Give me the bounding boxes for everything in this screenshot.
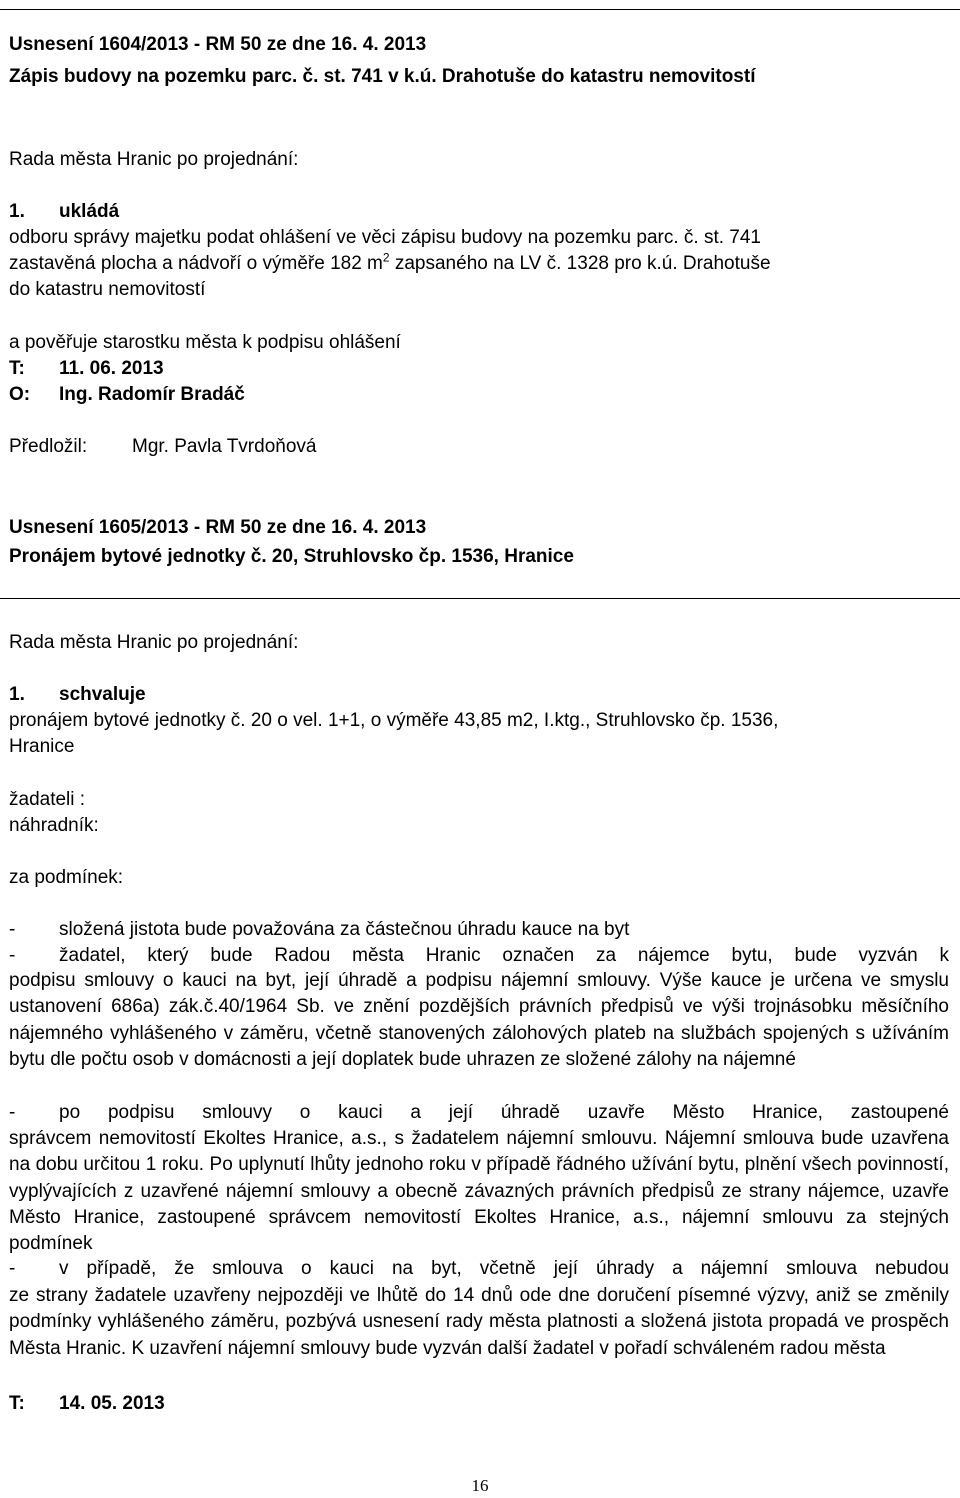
resolution-1-item-line-2 <box>9 252 771 276</box>
resolution-1-title: Usnesení 1604/2013 - RM 50 ze dne 16. 4. 2013 <box>9 34 427 55</box>
resolution-2-intro: Rada města Hranic po projednání: <box>9 632 299 653</box>
resolution-1-term-value: 11. 06. 2013 <box>59 358 164 379</box>
condition-4-text: ze strany žadatele uzavřeny nejpozději ve lhůtě do 14 dnů ode dne doručení písemné výzvy, aniž se změnily podmínky vyhlášeného záměru, pozbývá usnesení rady města platnosti a složená jistota propadá ve prospěch Města Hranic. K uzavření nájemní smlouvy bude vyzván další žadatel v pořadí schváleném radou města <box>9 1285 949 1359</box>
condition-2-text: podpisu smlouvy o kauci na byt, její úhradě a podpisu nájemní smlouvy. Výše kauce je určena ve smyslu ustanovení 686a) zák.č.40/1964 Sb. ve znění pozdějších právních předpisů ve výši trojnásobku měsíčního nájemného vyhlášeného v záměru, včetně stanovených zálohových plateb na službách spojených s užíváním bytu dle počtu osob v domácnosti a její doplatek bude uhrazen ze složené zálohy na nájemné <box>9 970 949 1070</box>
page-number: 16 <box>471 1476 489 1495</box>
area-text-rest: zapsaného na LV č. 1328 pro k.ú. Drahotuše <box>389 253 771 274</box>
resolution-2-term-value: 14. 05. 2013 <box>59 1393 165 1414</box>
resolution-1-submitted-label: Předložil: <box>9 436 88 457</box>
resolution-2-title: Usnesení 1605/2013 - RM 50 ze dne 16. 4. 2013 <box>9 517 427 538</box>
resolution-1-item-number: 1. <box>9 201 25 222</box>
condition-4-dash: - <box>9 1258 16 1279</box>
conditions-label: za podmínek: <box>9 867 124 888</box>
condition-4-first-line: v případě, že smlouva o kauci na byt, včetně její úhrady a nájemní smlouva nebudou <box>59 1258 949 1279</box>
resolution-1-term-label: T: <box>9 358 25 379</box>
resolution-2-item-number: 1. <box>9 684 25 705</box>
resolution-2-item-line-1: pronájem bytové jednotky č. 20 o vel. 1+1, o výměře 43,85 m2, I.ktg., Struhlovsko čp. 1536, <box>9 710 779 731</box>
resolution-1-item-line-3: do katastru nemovitostí <box>9 279 206 300</box>
resolution-1-intro: Rada města Hranic po projednání: <box>9 149 299 170</box>
resolution-1-item-line-1: odboru správy majetku podat ohlášení ve věci zápisu budovy na pozemku parc. č. st. 741 <box>9 227 761 248</box>
condition-1-text: složená jistota bude považována za částečnou úhradu kauce na byt <box>59 919 630 940</box>
section-rule <box>0 598 960 599</box>
condition-2-first-line: žadatel, který bude Radou města Hranic označen za nájemce bytu, bude vyzván k <box>59 945 949 966</box>
condition-3-first-line: po podpisu smlouvy o kauci a její úhradě uzavře Město Hranice, zastoupené <box>59 1102 949 1123</box>
resolution-1-responsible-value: Ing. Radomír Bradáč <box>59 384 245 405</box>
resolution-2-item-verb: schvaluje <box>59 684 146 705</box>
condition-1-dash: - <box>9 919 16 940</box>
resolution-1-task: a pověřuje starostku města k podpisu ohlášení <box>9 332 401 353</box>
resolution-2-subject: Pronájem bytové jednotky č. 20, Struhlovsko čp. 1536, Hranice <box>9 546 574 567</box>
resolution-1-item-verb: ukládá <box>59 201 120 222</box>
resolution-1-responsible-label: O: <box>9 384 31 405</box>
resolution-2-item-line-2: Hranice <box>9 736 75 757</box>
resolution-2-term-label: T: <box>9 1393 25 1414</box>
applicants-label: žadateli : <box>9 789 86 810</box>
resolution-1-submitted-value: Mgr. Pavla Tvrdoňová <box>132 436 317 457</box>
area-text: zastavěná plocha a nádvoří o výměře 182 m <box>9 253 383 274</box>
substitute-label: náhradník: <box>9 815 99 836</box>
resolution-1-subject: Zápis budovy na pozemku parc. č. st. 741 v k.ú. Drahotuše do katastru nemovitostí <box>9 66 756 87</box>
area-unit-superscript: 2 <box>382 250 390 265</box>
condition-3-text: správcem nemovitostí Ekoltes Hranice, a.s., s žadatelem nájemní smlouvu. Nájemní smlouva bude uzavřena na dobu určitou 1 roku. Po uplynutí lhůty jednoho roku v případě řádného užívání bytu, plnění všech povinností, vyplývajících z uzavřené nájemní smlouvy a obecně závazných právních předpisů ze strany nájemce, uzavře Město Hranice, zastoupené správcem nemovitostí Ekoltes Hranice, a.s., nájemní smlouvu za stejných podmínek <box>9 1128 949 1255</box>
top-rule <box>0 9 960 10</box>
condition-2-dash: - <box>9 945 16 966</box>
condition-3-dash: - <box>9 1102 16 1123</box>
